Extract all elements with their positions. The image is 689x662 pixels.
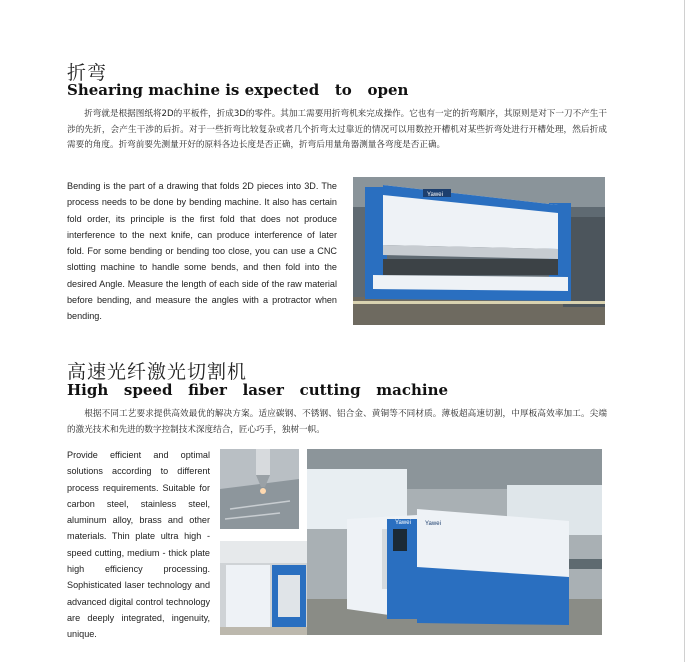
section2-paragraph-en: Provide efficient and optimal solutions according to different process requirements. Suitable for carbon steel, stainless steel, aluminum alloy, brass and other materials. Thin plate ultra high - speed cutting, medium - thick plate high efficiency processing. Sophisticated laser technology and advanced digital control technology are deeply integrated, ingenuity, unique.: [67, 450, 210, 640]
section1-title-cn: 折弯: [67, 62, 108, 84]
press-brake-photo: [353, 177, 605, 325]
press-brake-brand-text: Yawei: [427, 192, 443, 198]
section2-title-en: High speed fiber laser cutting machine: [67, 381, 449, 399]
section1-title-en: Shearing machine is expected to open: [67, 81, 409, 99]
section1-paragraph-cn: 折弯就是根据图纸将2D的平板件，折成3D的零件。其加工需要用折弯机来完成操作。它也有一定的折弯顺序，其原则是对下一刀不产生干涉的先折，会产生干涉的后折。对于一些折弯比较复杂或者几个折弯太过靠近的情况可以用数控开槽机对某些折弯处进行开槽处理，然后折成需要的角度。折弯前要先测量开好的原料各边长度是否正确，折弯后用量角器测量各弯度是否正确。: [67, 109, 607, 150]
section2-paragraph-cn: 根据不同工艺要求提供高效最优的解决方案。适应碳钢、不锈钢、铝合金、黄铜等不同材质。薄板超高速切割，中厚板高效率加工。尖端的激光技术和先进的数字控制技术深度结合，匠心巧手，独树一帜。: [67, 409, 607, 435]
laser-head-closeup-photo: [220, 449, 299, 529]
section2-title-cn: 高速光纤激光切割机: [67, 361, 248, 383]
section1-paragraph-en: Bending is the part of a drawing that folds 2D pieces into 3D. The process needs to be done by bending machine. It also has certain fold order, its principle is the first fold that does not produce interference to the next knife, can produce interference of later fold. For some bending or bending too close, you can use a CNC slotting machine to handle some bends, and then fold into the desired Angle. Measure the length of each side of the raw material before bending, and measure the angles with a protractor when bending.: [67, 181, 337, 322]
laser-machine-brand-text-2: Yawei: [425, 521, 441, 527]
page-edge-line: [684, 0, 685, 662]
fiber-laser-cutting-machine-photo: [307, 449, 602, 635]
laser-machine-brand-text: Yawei: [395, 520, 411, 526]
